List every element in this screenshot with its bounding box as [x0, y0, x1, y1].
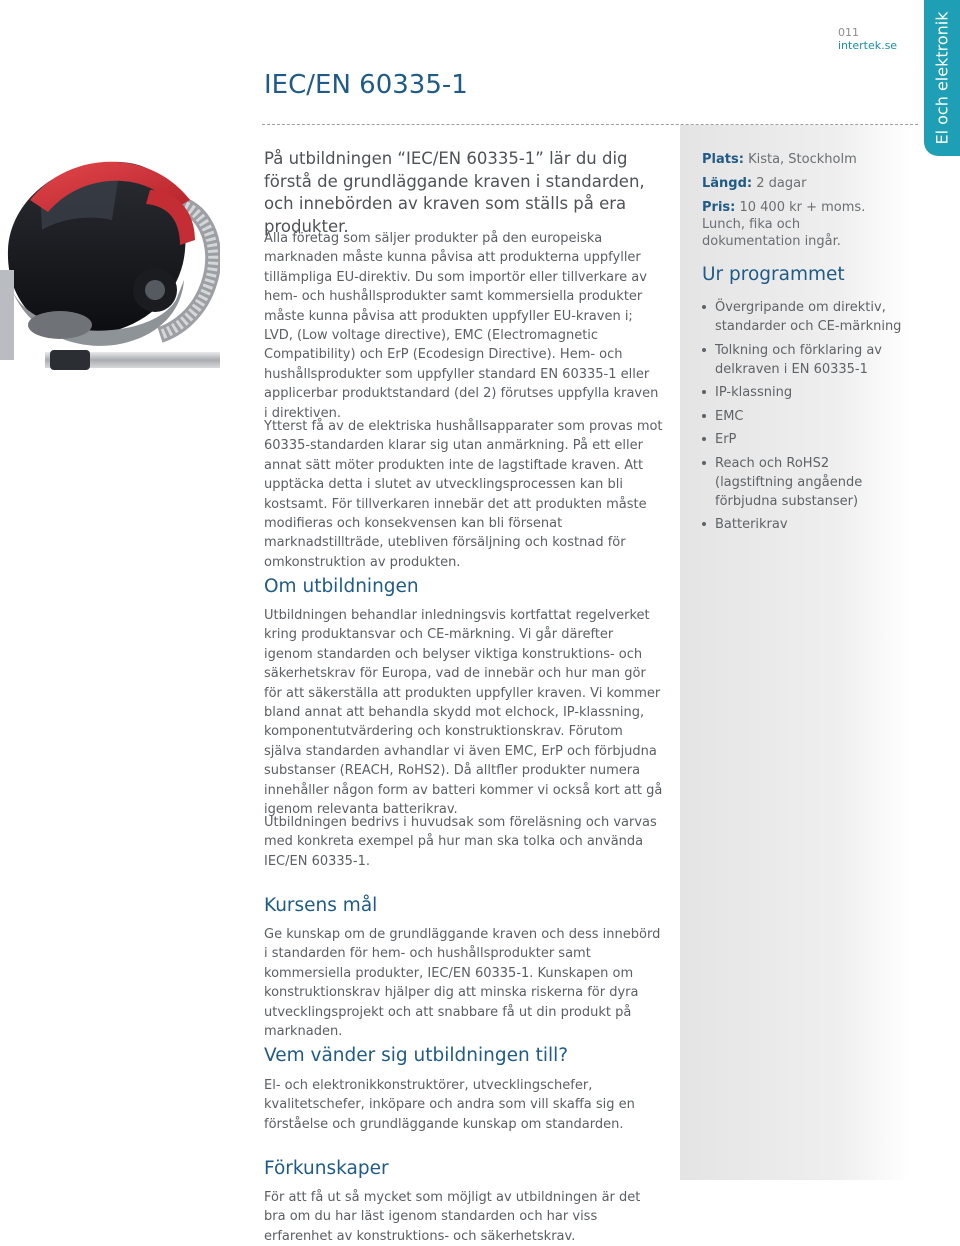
list-item: Batterikrav [702, 515, 902, 534]
section-tab [924, 0, 960, 156]
list-item: IP-klassning [702, 383, 902, 402]
fact-value: Kista, Stockholm [748, 152, 857, 167]
forkunskaper-paragraph: För att få ut så mycket som möjligt av utbildningen är det bra om du har läst igenom standarden och har viss erfarenhet av konstruktions- och säkerhetskrav. [264, 1190, 641, 1244]
list-item: Övergripande om direktiv, standarder och CE-märkning [702, 298, 902, 336]
om-paragraph-2: Utbildningen bedrivs i huvudsak som föreläsning och varvas med konkreta exempel på hur man ska tolka och använda IEC/EN 60335-1. [264, 815, 657, 869]
fact-value: 2 dagar [756, 175, 807, 191]
page-info [838, 26, 897, 52]
lead-paragraph: På utbildningen “IEC/EN 60335-1” lär du dig förstå de grundläggande kraven i standarden, och innebörden av kraven som ställs på era produkter. [264, 149, 645, 236]
list-item: EMC [702, 407, 902, 426]
program-list [702, 298, 902, 539]
fact-label: Plats: [702, 152, 744, 167]
page-number: 011 [838, 26, 859, 39]
section-tab-label: El och elektronik [932, 11, 952, 145]
website-link[interactable]: intertek.se [838, 39, 898, 52]
intro-paragraph-1: Alla företag som säljer produkter på den europeiska marknaden måste kunna påvisa att produkterna uppfyller tillämpliga EU-direktiv. Du som importör eller tillverkare av hem- och hushållsprodukter samt kommersiella produkter måste kunna påvisa att produkten uppfyller EU-kraven i; LVD, (Low voltage directive), EMC (Electromagnetic Compatibility) och ErP (Ecodesign Directive). Hem- och hushållsprodukter som uppfyller standard EN 60335-1 eller applicerbar produktstandard (del 2) förutses uppfylla kraven i direktiven. [264, 231, 659, 421]
fact-plats [702, 148, 902, 172]
fact-label: Längd: [702, 175, 753, 191]
fact-label: Pris: [702, 200, 736, 215]
program-heading: Ur programmet [702, 264, 845, 285]
section-heading-mal: Kursens mål [264, 895, 378, 916]
vacuum-cleaner-image [0, 130, 220, 400]
section-heading-forkunskaper: Förkunskaper [264, 1158, 389, 1179]
list-item: ErP [702, 430, 902, 449]
fact-value: 10 400 kr + moms. Lunch, fika och dokumentation ingår. [702, 200, 866, 249]
section-heading-om: Om utbildningen [264, 576, 419, 597]
vem-paragraph: El- och elektronikkonstruktörer, utvecklingschefer, kvalitetschefer, inköpare och andra som vill skaffa sig en förståelse och grundläggande kunskap om standarden. [264, 1078, 635, 1132]
page-title: IEC/EN 60335-1 [264, 70, 468, 100]
section-heading-vem: Vem vänder sig utbildningen till? [264, 1045, 569, 1066]
list-item: Tolkning och förklaring av delkraven i EN 60335-1 [702, 341, 902, 379]
intro-paragraph-2: Ytterst få av de elektriska hushållsapparater som provas mot 60335-standarden klarar sig utan anmärkning. På ett eller annat sätt möter produkten inte de lagstiftade kraven. Att upptäcka detta i slutet av utvecklingsprocessen kan bli kostsamt. För tillverkaren innebär det att produkten måste modifieras och konsekvensen kan bli försenat marknadstillträde, utebliven försäljning och kostnad för omkonstruktion av produkten. [264, 419, 663, 570]
course-facts [702, 148, 902, 250]
om-paragraph-1: Utbildningen behandlar inledningsvis kortfattat regelverket kring produktansvar och CE-märkning. Vi går därefter igenom standarden och belyser viktiga konstruktions- och säkerhetskrav för Europa, vad de innebär och hur man gör för att säkerställa att produkten uppfyller kraven. Vi kommer bland annat att behandla skydd mot elchock, IP-klassning, komponentutvärdering och konstruktionskrav. Förutom själva standarden avhandlar vi även EMC, ErP och förbjudna substanser (REACH, RoHS2). Då alltfler produkter numera innehåller någon form av batteri kommer vi också kort att gå igenom relevanta batterikrav. [264, 608, 663, 818]
fact-langd [702, 172, 902, 196]
fact-pris [702, 199, 902, 250]
list-item: Reach och RoHS2 (lagstiftning angående förbjudna substanser) [702, 454, 902, 511]
mal-paragraph: Ge kunskap om de grundläggande kraven och dess innebörd i standarden för hem- och hushållsprodukter samt kommersiella produkter, IEC/EN 60335-1. Kunskapen om konstruktionskrav hjälper dig att minska riskerna för dyra utvecklingsprojekt och att snabbare få ut din produkt på marknaden. [264, 927, 661, 1040]
